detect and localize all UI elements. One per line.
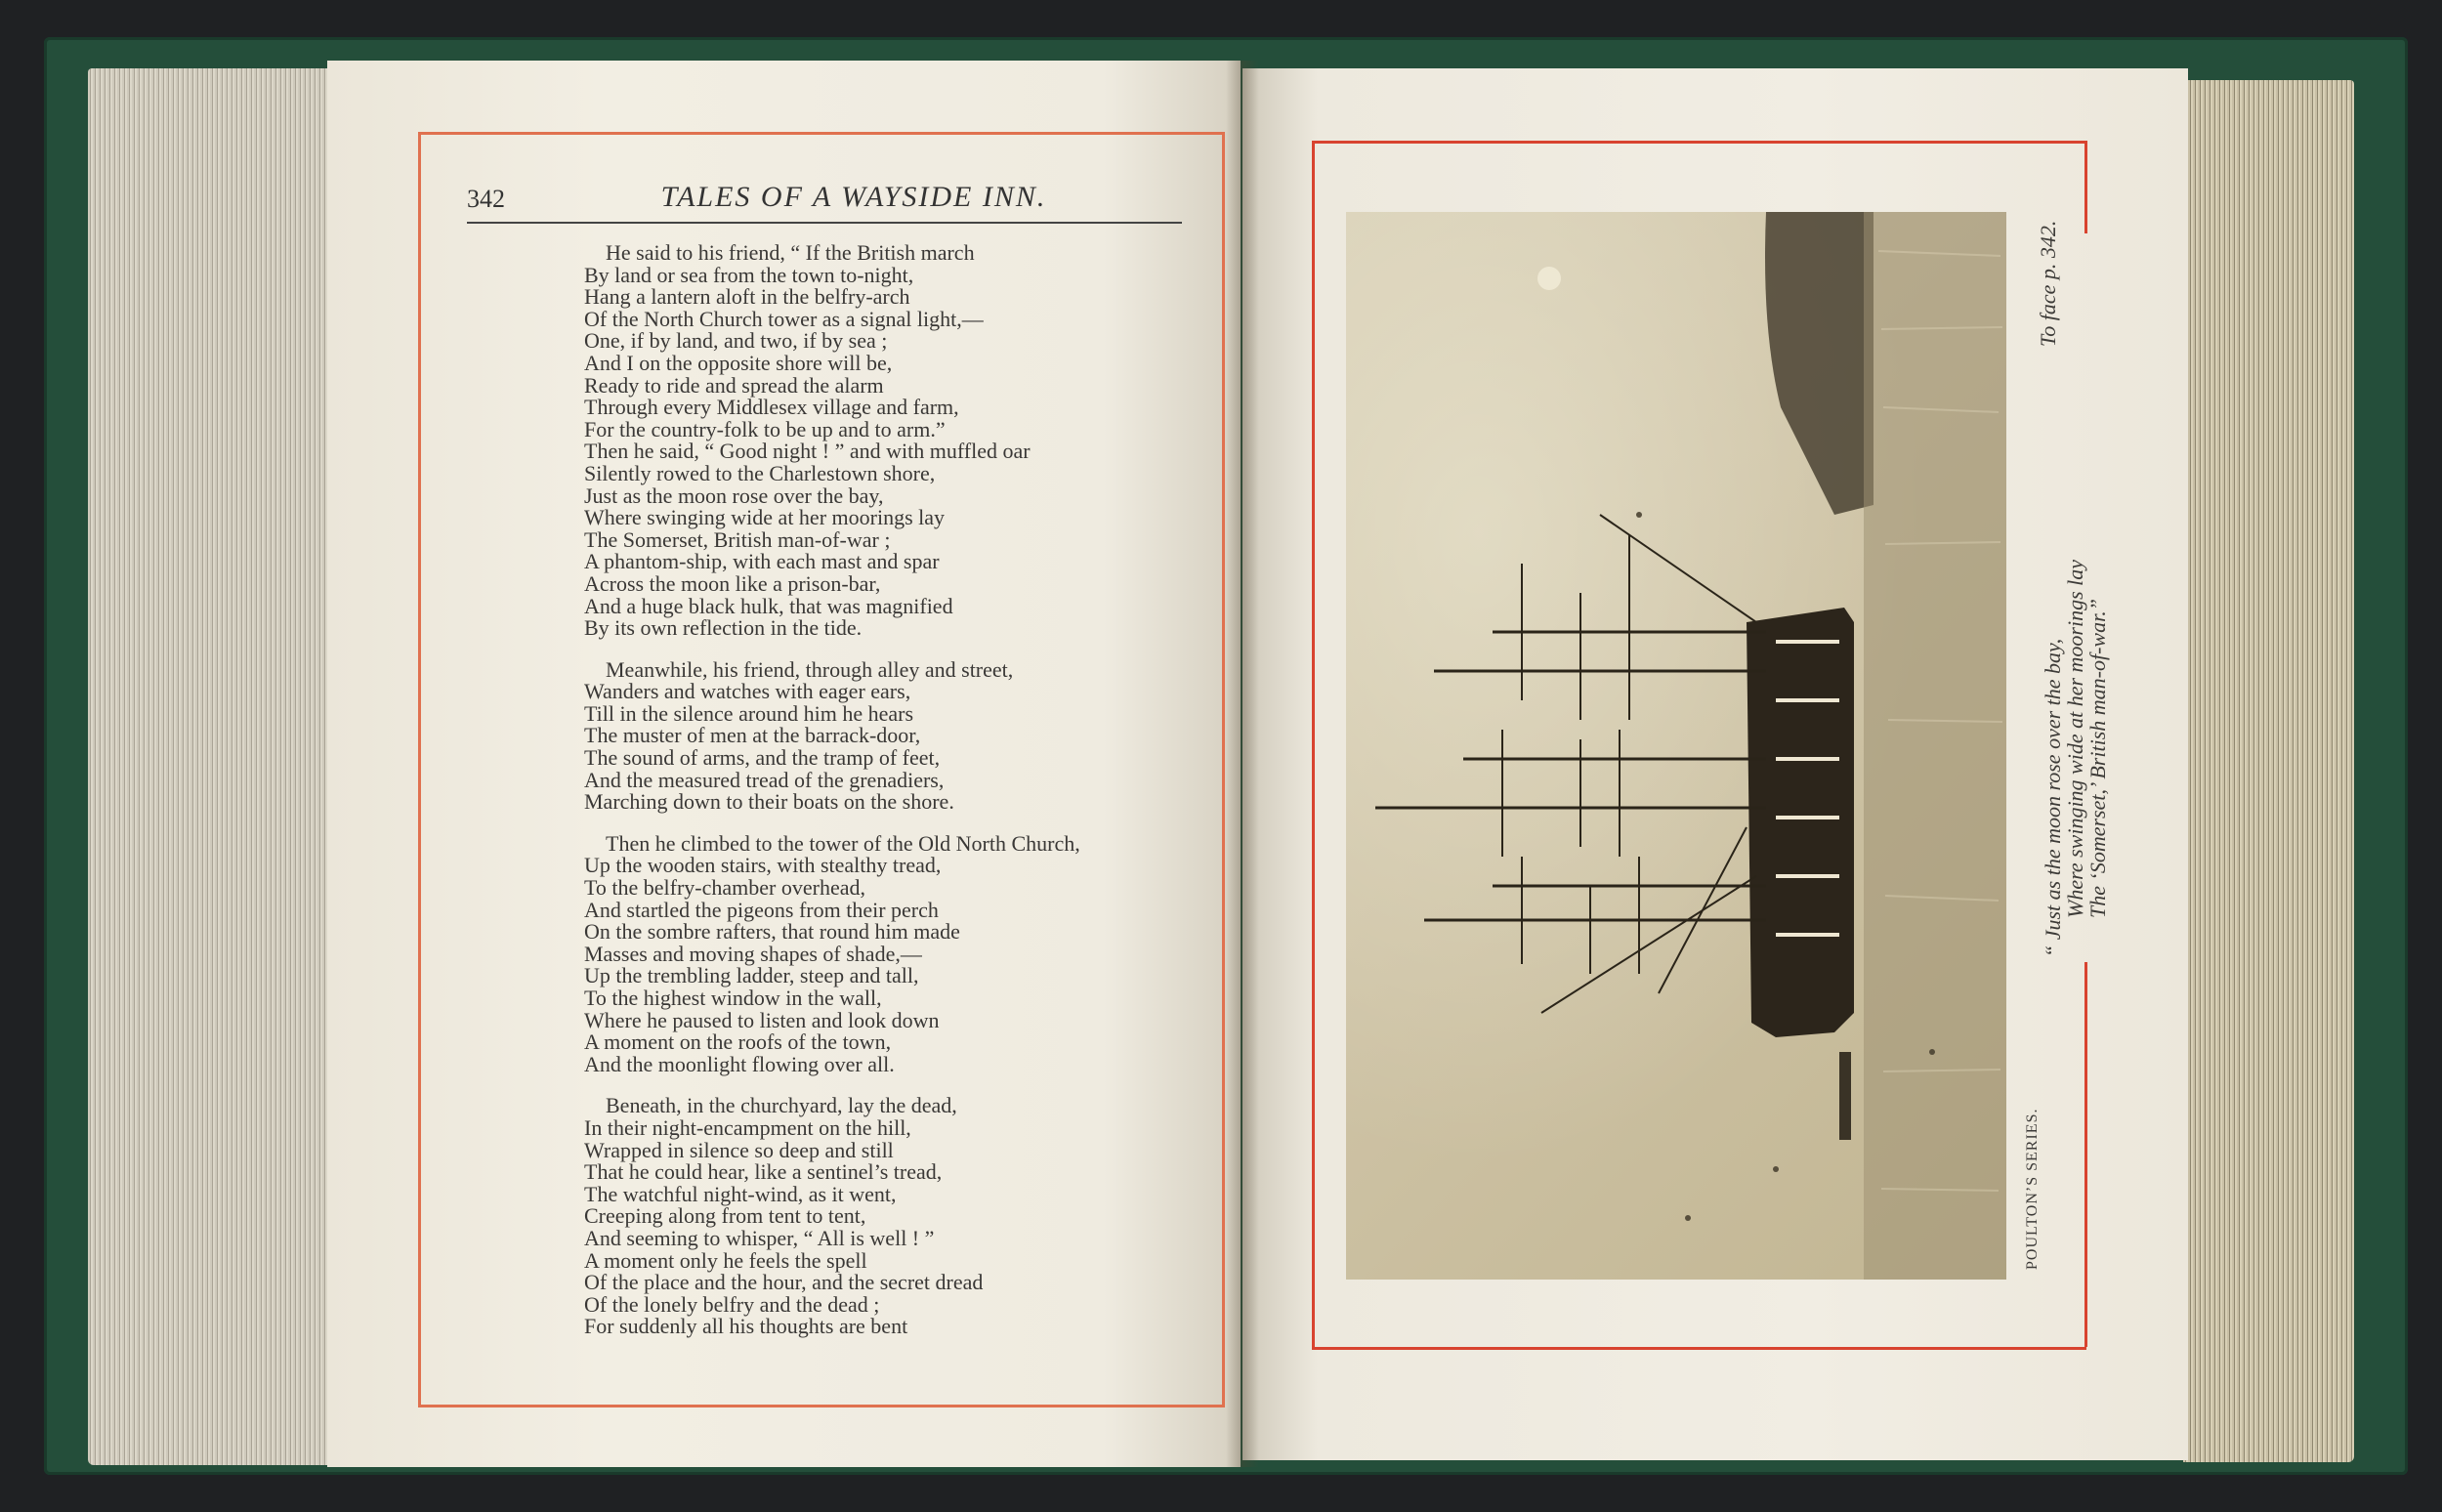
- poem-line: Hang a lantern aloft in the belfry-arch: [584, 284, 910, 310]
- page-number: 342: [467, 185, 505, 213]
- poem-line: He said to his friend, “ If the British march: [606, 240, 975, 265]
- running-title: TALES OF A WAYSIDE INN.: [660, 181, 1047, 213]
- stanza: [584, 656, 1190, 815]
- poem-line: A moment on the roofs of the town,: [584, 1029, 892, 1055]
- series-label: POULTON’S SERIES.: [2024, 1108, 2041, 1270]
- poem-line: Of the North Church tower as a signal light,—: [584, 306, 984, 331]
- page-edges-right: [2183, 80, 2354, 1462]
- poem-line: A moment only he feels the spell: [584, 1247, 867, 1273]
- poem-line: That he could hear, like a sentinel’s tread,: [584, 1159, 943, 1185]
- poem-line: On the sombre rafters, that round him made: [584, 919, 960, 945]
- poem-line: Meanwhile, his friend, through alley and street,: [606, 656, 1014, 682]
- poem-line: Up the trembling ladder, steep and tall,: [584, 963, 919, 988]
- page-edges-left: [88, 68, 332, 1465]
- poem-line: Of the place and the hour, and the secret dread: [584, 1270, 984, 1295]
- poem-line: To the highest window in the wall,: [584, 986, 882, 1010]
- poem-line: And seeming to whisper, “ All is well ! ”: [584, 1225, 935, 1250]
- poem-line: By its own reflection in the tide.: [584, 615, 863, 641]
- poem-line: Across the moon like a prison-bar,: [584, 570, 881, 596]
- poem-line: In their night-encampment on the hill,: [584, 1114, 911, 1140]
- frame-segment: [2084, 962, 2087, 1347]
- poem-line: Masses and moving shapes of shade,—: [584, 941, 922, 966]
- poem-line: Marching down to their boats on the shore.: [584, 789, 954, 815]
- photo-caption: [2042, 560, 2109, 957]
- stanza: [584, 830, 1190, 1076]
- poem-line: Up the wooden stairs, with stealthy tread,: [584, 853, 942, 878]
- poem-line: And I on the opposite shore will be,: [584, 350, 893, 375]
- poem-line: Beneath, in the churchyard, lay the dead,: [606, 1093, 957, 1118]
- ship-illustration: [1346, 212, 2006, 1280]
- poem-line: And a huge black hulk, that was magnified: [584, 593, 953, 618]
- to-face-note: To face p. 342.: [2036, 220, 2060, 347]
- poem-line: One, if by land, and two, if by sea ;: [584, 328, 888, 354]
- caption-line: The ‘Somerset,’ British man-of-war.”: [2085, 599, 2110, 918]
- poem-line: A phantom-ship, with each mast and spar: [584, 549, 940, 574]
- ship-photograph: [1346, 212, 2006, 1280]
- caption-line: Where swinging wide at her moorings lay: [2063, 559, 2087, 918]
- poem-line: By land or sea from the town to-night,: [584, 262, 914, 287]
- poem-line: And the moonlight flowing over all.: [584, 1051, 895, 1076]
- stanza: [584, 1095, 1190, 1338]
- poem-line: Where he paused to listen and look down: [584, 1007, 940, 1032]
- poem-line: And startled the pigeons from their perch: [584, 897, 939, 922]
- poem-line: Creeping along from tent to tent,: [584, 1203, 866, 1229]
- poem-line: For the country-folk to be up and to arm.”: [584, 416, 946, 441]
- poem-line: Where swinging wide at her moorings lay: [584, 505, 946, 530]
- poem-line: Then he climbed to the tower of the Old North Church,: [606, 830, 1080, 856]
- poem-line: Of the lonely belfry and the dead ;: [584, 1291, 880, 1317]
- poem-line: Silently rowed to the Charlestown shore,: [584, 460, 936, 485]
- poem-line: To the belfry-chamber overhead,: [584, 875, 865, 901]
- stanza: [584, 242, 1190, 640]
- poem-line: Ready to ride and spread the alarm: [584, 372, 884, 398]
- poem-line: The sound of arms, and the tramp of feet,: [584, 745, 941, 771]
- poem-line: The watchful night-wind, as it went,: [584, 1181, 897, 1206]
- poem-line: Just as the moon rose over the bay,: [584, 483, 884, 508]
- poem-line: Till in the silence around him he hears: [584, 700, 914, 726]
- poem-line: The muster of men at the barrack-door,: [584, 723, 921, 748]
- poem-line: And the measured tread of the grenadiers,: [584, 767, 945, 792]
- poem-line: Wanders and watches with eager ears,: [584, 679, 911, 704]
- frame-segment: [2084, 141, 2087, 233]
- poem-text: [584, 242, 1190, 1358]
- poem-line: For suddenly all his thoughts are bent: [584, 1314, 908, 1339]
- poem-line: Then he said, “ Good night ! ” and with muffled oar: [584, 439, 1031, 464]
- book-gutter: [1226, 61, 1259, 1467]
- page-header: [467, 181, 1182, 224]
- caption-line: “ Just as the moon rose over the bay,: [2041, 638, 2065, 957]
- poem-line: Wrapped in silence so deep and still: [584, 1137, 894, 1162]
- poem-line: Through every Middlesex village and farm,: [584, 395, 959, 420]
- poem-line: The Somerset, British man-of-war ;: [584, 526, 891, 552]
